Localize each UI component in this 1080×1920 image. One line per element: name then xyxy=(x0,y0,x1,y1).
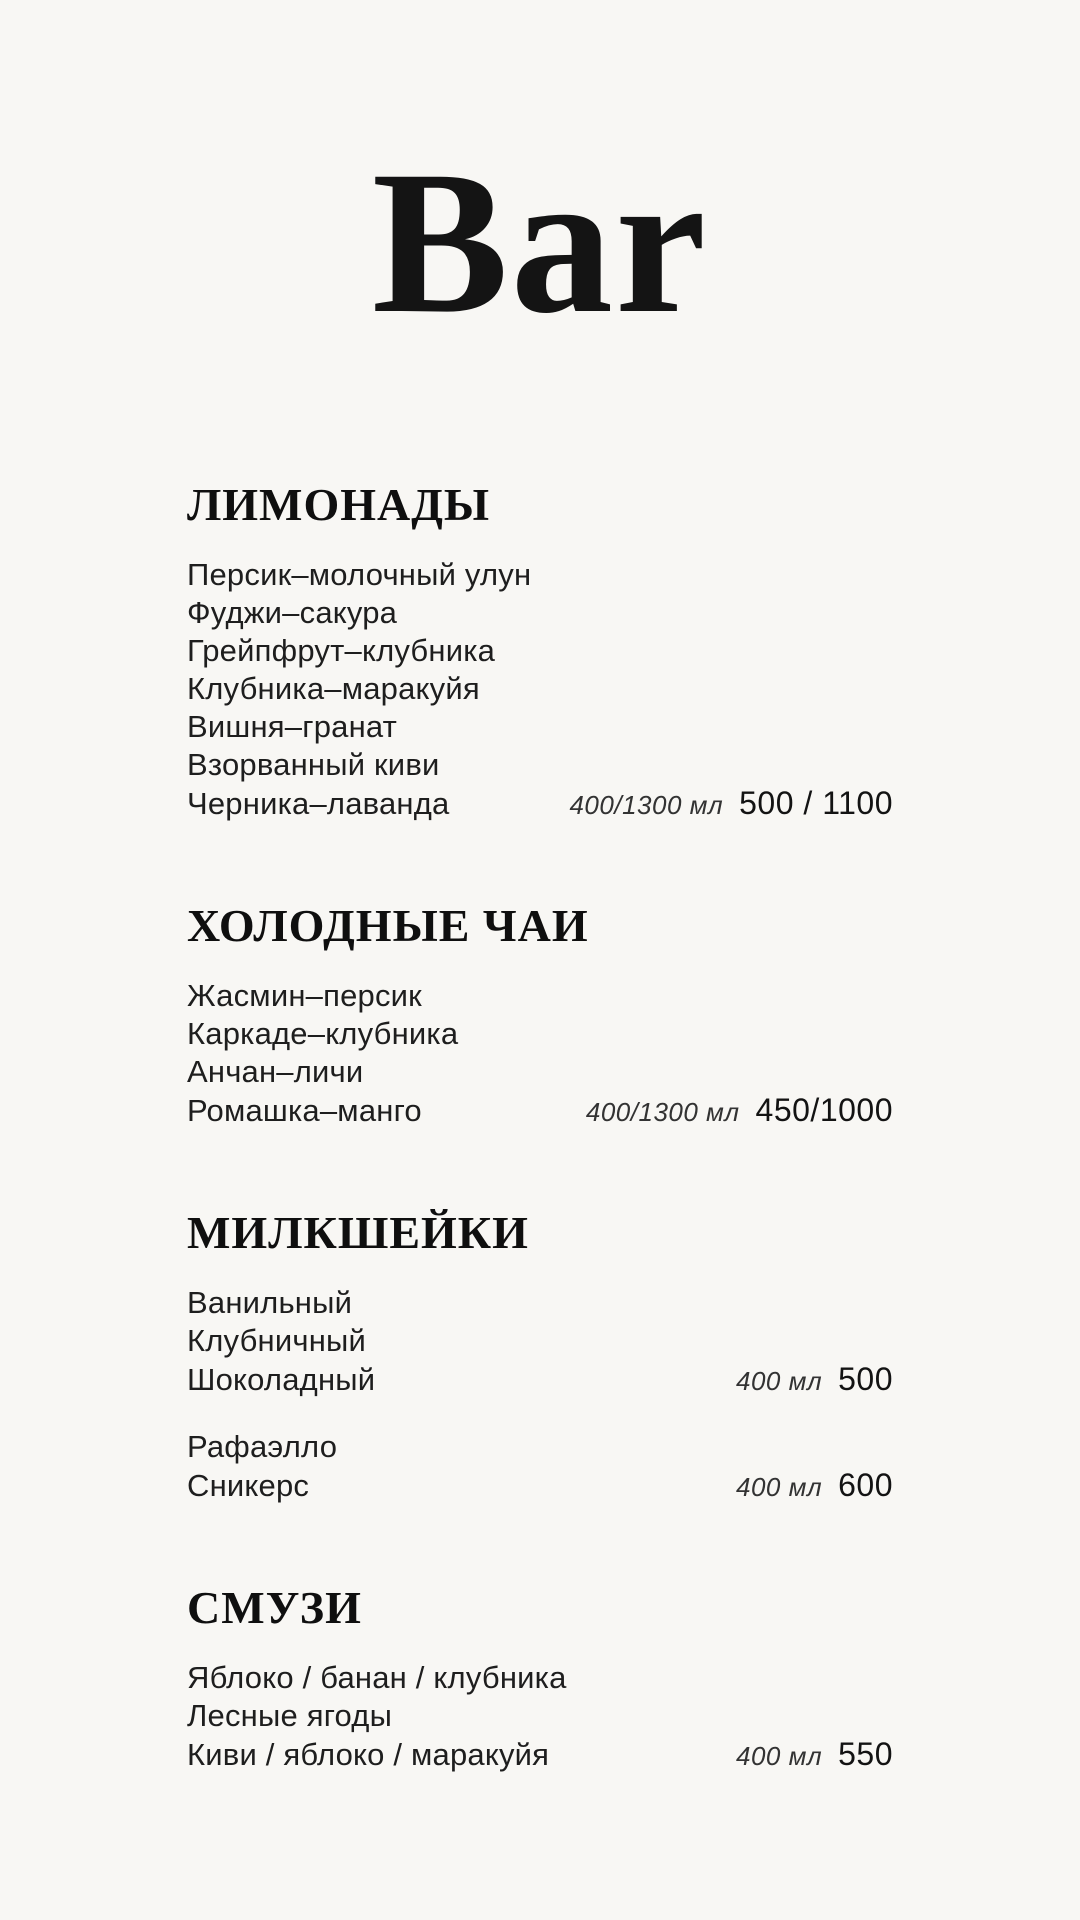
section-smoothies xyxy=(187,1582,893,1775)
menu-item: Ванильный xyxy=(187,1285,353,1320)
menu-item: Каркаде–клубника xyxy=(187,1016,459,1051)
menu-group xyxy=(187,1659,893,1775)
price: 450/1000 xyxy=(755,1092,893,1128)
menu-item: Клубничный xyxy=(187,1323,367,1358)
menu-item-priced-row xyxy=(187,784,893,824)
menu-item-priced-row xyxy=(187,1466,893,1506)
section-heading: ХОЛОДНЫЕ ЧАИ xyxy=(187,900,589,951)
page-title: Bar xyxy=(371,129,709,356)
menu-item-priced-row xyxy=(187,1360,893,1400)
menu-item: Лесные ягоды xyxy=(187,1698,393,1733)
menu-group xyxy=(187,1284,893,1400)
menu-item: Взорванный киви xyxy=(187,747,440,782)
menu-item: Сникерс xyxy=(187,1468,310,1503)
section-lemonades xyxy=(187,479,893,824)
price: 550 xyxy=(838,1736,893,1772)
menu-item: Рафаэлло xyxy=(187,1429,338,1464)
section-heading: МИЛКШЕЙКИ xyxy=(187,1207,529,1258)
menu-item: Киви / яблоко / маракуйя xyxy=(187,1737,550,1772)
menu-item-priced-row xyxy=(187,1735,893,1775)
menu-item: Персик–молочный улун xyxy=(187,557,532,592)
menu-item: Ромашка–манго xyxy=(187,1093,422,1128)
menu-item: Яблоко / банан / клубника xyxy=(187,1660,567,1695)
menu-content xyxy=(0,479,1080,1775)
size-label: 400 мл xyxy=(736,1741,823,1771)
section-heading: СМУЗИ xyxy=(187,1582,362,1633)
menu-group xyxy=(187,556,893,824)
menu-item: Грейпфрут–клубника xyxy=(187,633,496,668)
size-label: 400/1300 мл xyxy=(569,790,724,820)
price: 500 / 1100 xyxy=(739,785,893,821)
menu-item-priced-row xyxy=(187,1091,893,1131)
size-label: 400 мл xyxy=(736,1366,823,1396)
menu-item: Жасмин–персик xyxy=(187,978,422,1013)
size-label: 400/1300 мл xyxy=(585,1097,740,1127)
menu-item: Шоколадный xyxy=(187,1362,376,1397)
menu-item: Анчан–личи xyxy=(187,1054,364,1089)
menu-item: Черника–лаванда xyxy=(187,786,450,821)
section-cold-teas xyxy=(187,900,893,1131)
size-label: 400 мл xyxy=(736,1472,823,1502)
menu-item: Фуджи–сакура xyxy=(187,595,398,630)
menu-group xyxy=(187,1428,893,1506)
menu-group xyxy=(187,977,893,1131)
section-milkshakes xyxy=(187,1207,893,1506)
price: 500 xyxy=(838,1361,893,1397)
section-heading: ЛИМОНАДЫ xyxy=(187,479,491,530)
price: 600 xyxy=(838,1467,893,1503)
menu-item: Вишня–гранат xyxy=(187,709,398,744)
menu-item: Клубника–маракуйя xyxy=(187,671,480,706)
